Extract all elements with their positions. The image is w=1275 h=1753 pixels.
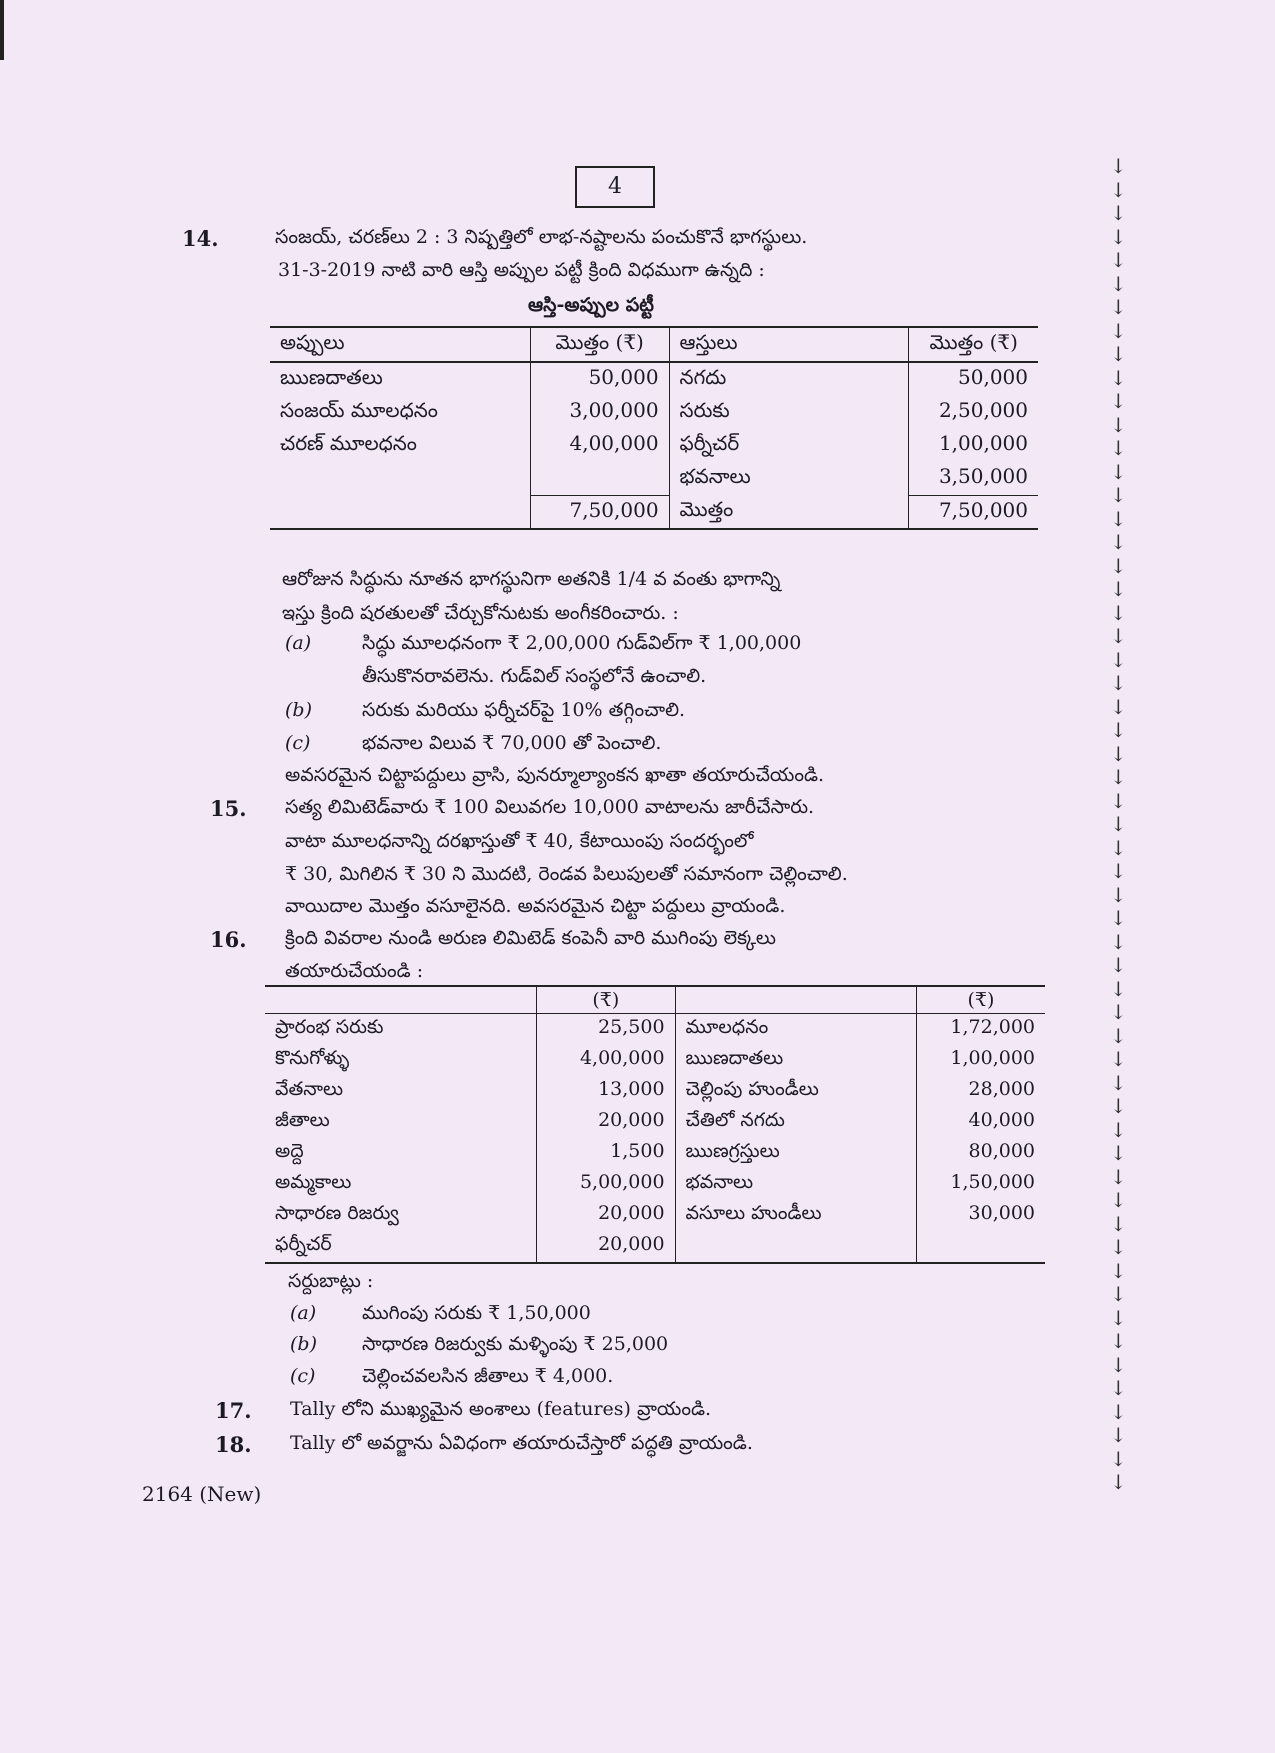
- option-label: (c): [285, 732, 311, 754]
- table-cell: వసూలు హుండీలు: [675, 1200, 916, 1231]
- table-cell: ఋణదాతలు: [270, 362, 530, 396]
- down-arrow-icon: ↓: [1110, 1470, 1127, 1494]
- down-arrow-icon: ↓: [1110, 718, 1127, 742]
- table-cell: 5,00,000: [537, 1169, 675, 1200]
- down-arrow-icon: ↓: [1110, 577, 1127, 601]
- down-arrow-icon: ↓: [1110, 859, 1127, 883]
- down-arrow-icon: ↓: [1110, 1023, 1127, 1048]
- table-cell: 20,000: [537, 1107, 675, 1138]
- question-number: 17.: [215, 1398, 252, 1423]
- table-row: [265, 1076, 1045, 1107]
- table-row: [270, 362, 1038, 396]
- table-header: మొత్తం (₹): [530, 327, 669, 362]
- q18-text: Tally లో అవర్జాను ఏవిధంగా తయారుచేస్తారో పద్ధతి వ్రాయండి.: [290, 1432, 753, 1454]
- table-cell: కొనుగోళ్ళు: [265, 1045, 537, 1076]
- down-arrow-icon: ↓: [1110, 1070, 1127, 1095]
- option-text: ముగింపు సరుకు ₹ 1,50,000: [362, 1302, 591, 1324]
- down-arrow-icon: ↓: [1110, 671, 1127, 695]
- q14-paragraph: ఆరోజున సిద్ధును నూతన భాగస్థునిగా అతనికి 1/4 వ వంతు భాగాన్ని: [282, 568, 781, 590]
- table-cell: [270, 462, 530, 495]
- down-arrow-icon: ↓: [1110, 389, 1127, 413]
- table-cell: వేతనాలు: [265, 1076, 537, 1107]
- table-cell: 4,00,000: [537, 1045, 675, 1076]
- down-arrow-icon: ↓: [1110, 976, 1127, 1001]
- table-cell: [916, 1231, 1045, 1263]
- down-arrow-icon: ↓: [1110, 1305, 1127, 1330]
- table-total-row: [270, 495, 1038, 529]
- adjustments-title: సర్దుబాట్లు :: [288, 1270, 374, 1292]
- down-arrow-icon: ↓: [1110, 1258, 1127, 1283]
- q15-line: సత్య లిమిటెడ్‌వారు ₹ 100 విలువగల 10,000 వాటాలను జారీచేసారు.: [285, 796, 815, 818]
- table-cell: మొత్తం: [669, 495, 909, 529]
- down-arrow-icon: ↓: [1110, 1376, 1127, 1400]
- table-cell: 4,00,000: [530, 429, 669, 462]
- down-arrow-icon: ↓: [1110, 953, 1127, 977]
- q14-line: 31-3-2019 నాటి వారి ఆస్తి అప్పుల పట్టీ క్రింది విధముగా ఉన్నది :: [278, 259, 765, 281]
- down-arrow-icon: ↓: [1110, 647, 1127, 672]
- option-text: చెల్లించవలసిన జీతాలు ₹ 4,000.: [362, 1365, 614, 1387]
- down-arrow-icon: ↓: [1110, 412, 1127, 437]
- table-header: ఆస్తులు: [669, 327, 909, 362]
- down-arrow-icon: ↓: [1110, 1282, 1127, 1306]
- question-number: 18.: [215, 1432, 252, 1457]
- down-arrow-icon: ↓: [1110, 1423, 1127, 1447]
- table-cell: ఋణగ్రస్తులు: [675, 1138, 916, 1169]
- table-cell: 2,50,000: [938, 398, 1028, 422]
- q14-closing: అవసరమైన చిట్టాపద్దులు వ్రాసి, పునర్మూల్యాంకన ఖాతా తయారుచేయండి.: [285, 764, 825, 786]
- down-arrow-icon: ↓: [1110, 788, 1127, 813]
- table-cell: 13,000: [537, 1076, 675, 1107]
- table-row: [265, 1107, 1045, 1138]
- option-text: సాధారణ రిజర్వుకు మళ్ళింపు ₹ 25,000: [362, 1333, 669, 1355]
- down-arrow-icon: ↓: [1110, 1211, 1127, 1236]
- table-cell: 1,00,000: [950, 1047, 1035, 1069]
- down-arrow-icon: ↓: [1110, 506, 1127, 531]
- table-header: అప్పులు: [270, 327, 530, 362]
- down-arrow-icon: ↓: [1110, 365, 1127, 390]
- down-arrow-icon: ↓: [1110, 1352, 1127, 1377]
- down-arrow-icon: ↓: [1110, 882, 1127, 907]
- down-arrow-icon: ↓: [1110, 600, 1127, 625]
- down-arrow-icon: ↓: [1110, 1329, 1127, 1353]
- table-cell: ఫర్నీచర్: [265, 1231, 537, 1263]
- table-cell: 3,00,000: [530, 396, 669, 429]
- table-cell: 25,500: [537, 1014, 675, 1046]
- down-arrow-icon: ↓: [1110, 483, 1127, 507]
- footer-code: 2164 (New): [142, 1482, 262, 1506]
- option-label: (b): [290, 1333, 317, 1355]
- table-cell: 20,000: [537, 1231, 675, 1263]
- scan-edge-mark: [0, 0, 4, 60]
- table-row: [270, 462, 1038, 495]
- down-arrow-icon: ↓: [1110, 1188, 1127, 1212]
- table-cell: చెల్లింపు హుండీలు: [675, 1076, 916, 1107]
- table-cell: 7,50,000: [530, 495, 669, 529]
- down-arrow-icon: ↓: [1110, 1235, 1127, 1259]
- down-arrow-icon: ↓: [1110, 929, 1127, 954]
- table-header: మొత్తం (₹): [929, 330, 1018, 354]
- down-arrow-icon: ↓: [1110, 1141, 1127, 1165]
- table-cell: అద్దె: [265, 1138, 537, 1169]
- table-cell: 7,50,000: [909, 495, 1038, 529]
- table-cell: [675, 1231, 916, 1263]
- table-cell: [530, 462, 669, 495]
- table-cell: భవనాలు: [675, 1169, 916, 1200]
- table-cell: ఫర్నీచర్: [669, 429, 909, 462]
- down-arrow-icon: ↓: [1110, 530, 1127, 554]
- q15-line: వాటా మూలధనాన్ని దరఖాస్తుతో ₹ 40, కేటాయింపు సందర్భంలో: [285, 830, 754, 852]
- table-cell: 1,50,000: [950, 1171, 1035, 1193]
- down-arrow-icon: ↓: [1110, 224, 1127, 249]
- table-cell: 40,000: [968, 1109, 1035, 1131]
- table-cell: నగదు: [669, 362, 909, 396]
- table-cell: సరుకు: [669, 396, 909, 429]
- table-cell: భవనాలు: [669, 462, 909, 495]
- q16-line: క్రింది వివరాల నుండి అరుణ లిమిటెడ్ కంపెనీ వారి ముగింపు లెక్కలు: [285, 927, 776, 949]
- table-cell: సంజయ్ మూలధనం: [270, 396, 530, 429]
- q15-line: ₹ 30, మిగిలిన ₹ 30 ని మొదటి, రెండవ పిలుపులతో సమానంగా చెల్లించాలి.: [285, 863, 848, 885]
- table-cell: 30,000: [968, 1202, 1035, 1224]
- table-cell: 1,00,000: [938, 431, 1028, 455]
- option-label: (a): [290, 1302, 317, 1324]
- table-cell: 50,000: [958, 365, 1028, 389]
- down-arrow-icon: ↓: [1110, 1000, 1127, 1024]
- option-text: తీసుకొనరావలెను. గుడ్‌విల్ సంస్థలోనే ఉంచాలి.: [362, 665, 707, 687]
- table-row: [270, 429, 1038, 462]
- table-row: [265, 1231, 1045, 1263]
- down-arrow-icon: ↓: [1110, 436, 1127, 460]
- table-cell: జీతాలు: [265, 1107, 537, 1138]
- table-cell: 28,000: [968, 1078, 1035, 1100]
- table-header: (₹): [967, 989, 995, 1011]
- option-text: భవనాల విలువ ₹ 70,000 తో పెంచాలి.: [362, 732, 662, 754]
- down-arrow-icon: ↓: [1110, 694, 1127, 719]
- q14-line: సంజయ్, చరణ్‌లు 2 : 3 నిష్పత్తిలో లాభ-నష్టాలను పంచుకొనే భాగస్థులు.: [275, 226, 808, 248]
- table-row: [270, 396, 1038, 429]
- page-number: 4: [575, 166, 655, 208]
- table-cell: సాధారణ రిజర్వు: [265, 1200, 537, 1231]
- down-arrow-icon: ↓: [1110, 342, 1127, 366]
- q17-text: Tally లోని ముఖ్యమైన అంశాలు (features) వ్రాయండి.: [290, 1398, 712, 1420]
- option-label: (a): [285, 632, 312, 654]
- down-arrow-icon: ↓: [1110, 201, 1127, 225]
- table-cell: 80,000: [968, 1140, 1035, 1162]
- table-header: (₹): [537, 986, 675, 1014]
- down-arrow-icon: ↓: [1110, 1399, 1127, 1424]
- down-arrow-icon: ↓: [1110, 1117, 1127, 1142]
- q16-line: తయారుచేయండి :: [285, 960, 424, 982]
- down-arrow-icon: ↓: [1110, 1164, 1127, 1189]
- table-cell: చరణ్ మూలధనం: [270, 429, 530, 462]
- margin-arrows: [1110, 155, 1130, 1495]
- option-label: (b): [285, 699, 312, 721]
- down-arrow-icon: ↓: [1110, 271, 1127, 296]
- down-arrow-icon: ↓: [1110, 1047, 1127, 1071]
- down-arrow-icon: ↓: [1110, 906, 1127, 930]
- down-arrow-icon: ↓: [1110, 553, 1127, 578]
- table-cell: 1,500: [537, 1138, 675, 1169]
- q14-paragraph: ఇస్తు క్రింది షరతులతో చేర్చుకోనుటకు అంగీకరించారు. :: [282, 602, 679, 624]
- down-arrow-icon: ↓: [1110, 765, 1127, 789]
- table-row: [265, 1169, 1045, 1200]
- table-cell: 3,50,000: [938, 464, 1028, 488]
- option-text: సిద్ధు మూలధనంగా ₹ 2,00,000 గుడ్‌విల్‌గా ₹ 1,00,000: [362, 632, 802, 654]
- table-title: ఆస్తి-అప్పుల పట్టీ: [528, 294, 654, 316]
- table-cell: చేతిలో నగదు: [675, 1107, 916, 1138]
- trial-balance-table: [265, 985, 1045, 1264]
- balance-sheet-table: [270, 326, 1038, 530]
- question-number: 16.: [210, 927, 247, 952]
- table-row: [265, 1014, 1045, 1046]
- down-arrow-icon: ↓: [1110, 459, 1127, 484]
- q15-line: వాయిదాల మొత్తం వసూలైనది. అవసరమైన చిట్టా పద్దులు వ్రాయండి.: [285, 895, 786, 917]
- option-label: (c): [290, 1365, 316, 1387]
- down-arrow-icon: ↓: [1110, 741, 1127, 766]
- down-arrow-icon: ↓: [1110, 1446, 1127, 1471]
- table-row: [265, 1045, 1045, 1076]
- table-cell: అమ్మకాలు: [265, 1169, 537, 1200]
- table-row: [265, 1200, 1045, 1231]
- down-arrow-icon: ↓: [1110, 248, 1127, 272]
- table-cell: మూలధనం: [675, 1014, 916, 1046]
- table-cell: ఋణదాతలు: [675, 1045, 916, 1076]
- option-text: సరుకు మరియు ఫర్నీచర్‌పై 10% తగ్గించాలి.: [362, 699, 686, 721]
- down-arrow-icon: ↓: [1110, 318, 1127, 343]
- table-cell: 50,000: [530, 362, 669, 396]
- question-number: 15.: [210, 796, 247, 821]
- down-arrow-icon: ↓: [1110, 812, 1127, 836]
- table-cell: 1,72,000: [950, 1016, 1035, 1038]
- down-arrow-icon: ↓: [1110, 1094, 1127, 1118]
- table-cell: 20,000: [537, 1200, 675, 1231]
- down-arrow-icon: ↓: [1110, 835, 1127, 860]
- down-arrow-icon: ↓: [1110, 295, 1127, 319]
- question-number: 14.: [182, 226, 219, 251]
- table-cell: ప్రారంభ సరుకు: [265, 1014, 537, 1046]
- table-row: [265, 1138, 1045, 1169]
- down-arrow-icon: ↓: [1110, 177, 1127, 202]
- down-arrow-icon: ↓: [1110, 154, 1127, 178]
- down-arrow-icon: ↓: [1110, 624, 1127, 648]
